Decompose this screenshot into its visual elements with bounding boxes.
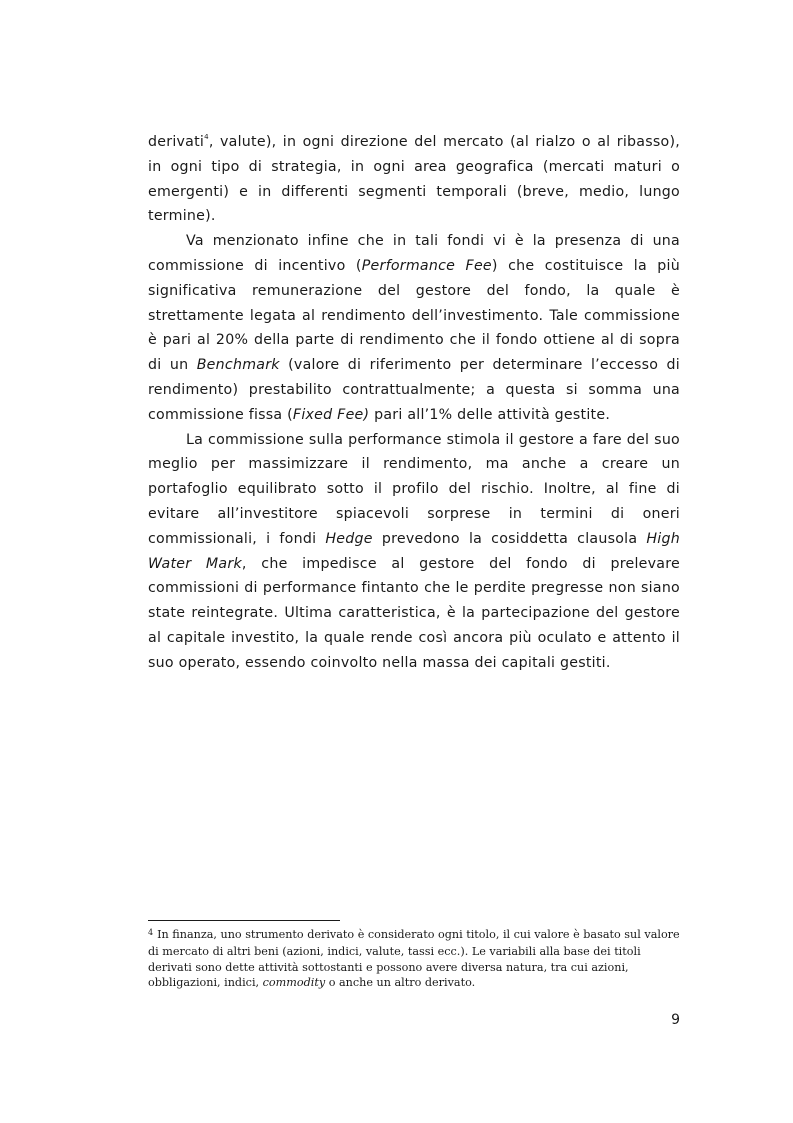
paragraph-1-text-a: derivati [148,134,205,150]
paragraph-2-text-c: (valore di riferimento per determinare l’eccesso di rendimento) prestabilito contrattualmente; a questa si somma una commissione fissa ( [148,357,680,423]
paragraph-2 [148,229,680,427]
paragraph-2-text-d: pari all’1% delle attività gestite. [369,406,611,423]
footnote-separator [148,920,340,921]
paragraph-3-text-a: La commissione sulla performance stimola il gestore a fare del suo meglio per massimizzare il rendimento, ma anche a creare un portafoglio equilibrato sotto il profilo del rischio. Inoltre, al fine di evitare all’investitore spiacevoli sorprese in termini di oneri commissionali, i fondi [148,431,680,547]
page-number: 9 [671,1012,680,1028]
paragraph-2-text-a: Va menzionato infine che in tali fondi vi è la presenza di una commissione di incentivo ( [148,233,680,274]
paragraph-2-text-b: ) che costituisce la più significativa remunerazione del gestore del fondo, la quale è strettamente legata al rendimento dell’investimento. Tale commissione è pari al 20% della parte di rendimento che il fondo ottiene al di sopra di un [148,257,680,374]
term-performance-fee: Performance Fee [361,257,492,274]
term-high-water-mark: High Water Mark [148,530,680,572]
term-commodity: commodity [262,976,326,990]
footnote-number: 4 [148,928,154,937]
footnote-text-b: o anche un altro derivato. [325,976,476,990]
footnote-reference: 4 [204,133,209,142]
paragraph-3-text-c: , che impedisce al gestore del fondo di prelevare commissioni di performance fintanto che le perdite pregresse non siano state reintegrate. Ultima caratteristica, è la partecipazione del gestore al capitale investito, la quale rende così ancora più oculato e attento il suo operato, essendo coinvolto nella massa dei capitali gestiti. [148,555,680,671]
term-fixed-fee: Fixed Fee) [292,406,370,423]
term-benchmark: Benchmark [196,357,280,374]
paragraph-3-text-b: prevedono la cosiddetta clausola [372,530,647,547]
paragraph-3 [148,428,680,676]
body-text [148,130,680,676]
footnote-text-a: In finanza, uno strumento derivato è considerato ogni titolo, il cui valore è basato sul valore di mercato di altri beni (azioni, indici, valute, tassi ecc.). Le variabili alla base dei titoli derivati sono dette attività sottostanti e possono avere diversa natura, tra cui azioni, obbligazioni, indici, [148,928,680,990]
footnote [148,927,682,991]
paragraph-1-text-b: , valute), in ogni direzione del mercato (al rialzo o al ribasso), in ogni tipo di strategia, in ogni area geografica (mercati maturi o emergenti) e in differenti segmenti temporali (breve, medio, lungo termine). [148,134,680,225]
paragraph-1 [148,130,680,229]
term-hedge: Hedge [325,530,373,547]
